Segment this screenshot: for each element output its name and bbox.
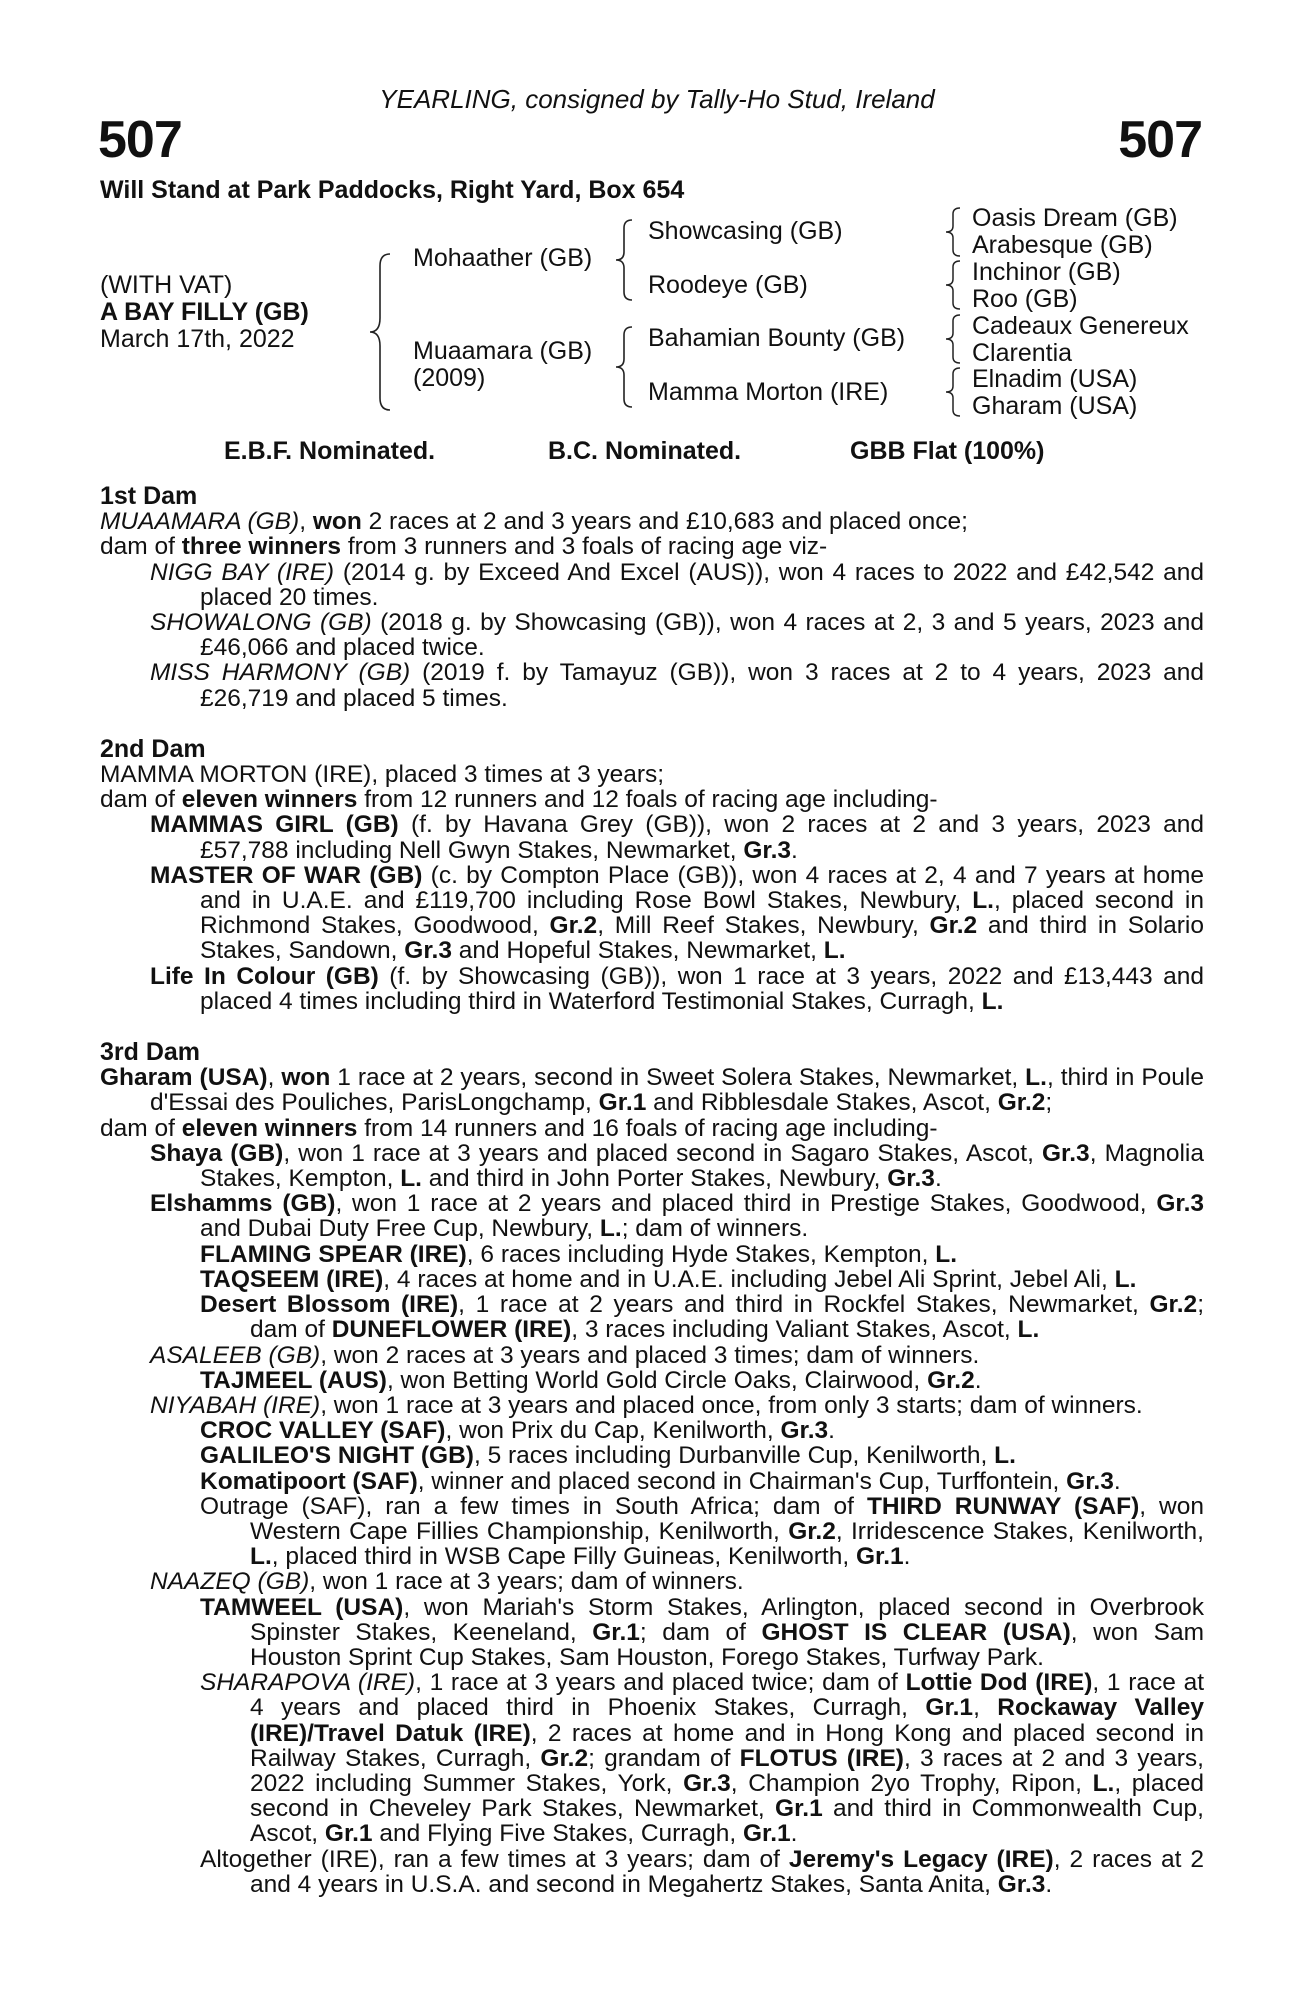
- horse-name: FLOTUS (IRE): [739, 1744, 904, 1772]
- foaling-date: March 17th, 2022: [100, 325, 295, 353]
- produce-entry: [100, 1267, 1204, 1292]
- text: dam of: [100, 1114, 182, 1142]
- lot-number-left: 507: [98, 111, 182, 169]
- consignment-line: YEARLING, consigned by Tally-Ho Stud, Ireland: [379, 84, 935, 114]
- produce-entry: [100, 1847, 1204, 1897]
- lot-name: A BAY FILLY (GB): [100, 298, 309, 326]
- produce-entry: [100, 1569, 1204, 1594]
- grade: Gr.3: [887, 1165, 935, 1193]
- horse-name: Gharam (USA): [100, 1064, 268, 1092]
- text: from 14 runners and 16 foals of racing age including-: [357, 1114, 938, 1142]
- text: and Dubai Duty Free Cup, Newbury,: [200, 1215, 600, 1243]
- grade: Gr.3: [1066, 1467, 1114, 1495]
- text: , won 1 race at 3 years; dam of winners.: [309, 1568, 744, 1596]
- winners-count: eleven winners: [181, 786, 358, 814]
- horse-name: Elshamms (GB): [150, 1190, 336, 1218]
- grade: L.: [994, 1442, 1016, 1470]
- produce-entry: [100, 1242, 1204, 1267]
- grade: Gr.3: [997, 1870, 1046, 1898]
- second-dam-produce-summary: [100, 787, 1204, 812]
- text: ,: [299, 508, 313, 536]
- horse-name: Rockaway Valley (IRE)/Travel Datuk (IRE): [250, 1694, 1204, 1747]
- horse-name: TAQSEEM (IRE): [200, 1265, 384, 1293]
- text: , 2 races at home and in Hong Kong and placed second in Railway Stakes, Curragh,: [250, 1719, 1205, 1772]
- text: and third in Commonwealth Cup, Ascot,: [250, 1795, 1204, 1848]
- text: , 3 races at 2 and 3 years, 2022 including Summer Stakes, York,: [250, 1744, 1204, 1797]
- text: ; dam of winners.: [621, 1215, 809, 1243]
- winners-count: three winners: [181, 533, 342, 561]
- horse-name: MAMMAS GIRL (GB): [150, 811, 399, 839]
- produce-entry: [100, 1141, 1204, 1191]
- grade: Gr.2: [540, 1744, 589, 1772]
- lot-number-right: 507: [1118, 111, 1202, 169]
- produce-entry: [100, 660, 1204, 710]
- first-dam-heading: 1st Dam: [100, 482, 198, 510]
- vat-note: (WITH VAT): [100, 271, 233, 299]
- grade: Gr.1: [742, 1820, 791, 1848]
- horse-name: MASTER OF WAR (GB): [150, 861, 423, 889]
- winners-count: eleven winners: [181, 1114, 358, 1142]
- won-text: won: [312, 508, 362, 536]
- first-dam-produce-summary: [100, 534, 1204, 559]
- gd-brace-2-icon: [944, 259, 964, 311]
- horse-name: SHARAPOVA (IRE): [200, 1669, 416, 1697]
- grade: Gr.1: [925, 1694, 974, 1722]
- grade: L.: [823, 937, 846, 965]
- bc-nomination: B.C. Nominated.: [548, 437, 742, 465]
- text: .: [974, 1366, 982, 1394]
- text: , won Sam Houston Sprint Cup Stakes, Sam Houston, Forego Stakes, Turfway Park.: [250, 1618, 1204, 1671]
- horse-name: DUNEFLOWER (IRE): [331, 1316, 572, 1344]
- produce-entry: [100, 1368, 1204, 1393]
- grade: L.: [250, 1543, 272, 1571]
- grade: Gr.3: [780, 1417, 829, 1445]
- sire-sire-name: Showcasing (GB): [648, 217, 843, 245]
- text: Altogether (IRE), ran a few times at 3 years; dam of: [200, 1845, 789, 1873]
- grade: L.: [1114, 1265, 1137, 1293]
- text: , 1 race at 3 years and placed twice; dam of: [415, 1669, 906, 1697]
- produce-entry: [100, 1292, 1204, 1342]
- gd-brace-1-icon: [944, 206, 964, 258]
- horse-name: TAJMEEL (AUS): [200, 1366, 387, 1394]
- horse-name: Komatipoort (SAF): [200, 1467, 418, 1495]
- stand-location: Will Stand at Park Paddocks, Right Yard, Box 654: [100, 176, 685, 204]
- text: , won 2 races at 3 years and placed 3 times; dam of winners.: [320, 1341, 980, 1369]
- text: (f. by Havana Grey (GB)), won 2 races at 2 and 3 years, 2023 and £57,788 including Nell Gwyn Stakes, Newmarket,: [200, 811, 1205, 864]
- text: , Magnolia Stakes, Kempton,: [200, 1139, 1204, 1193]
- grade: L.: [981, 987, 1004, 1015]
- third-dam-heading: 3rd Dam: [100, 1038, 201, 1067]
- text: , won Mariah's Storm Stakes, Arlington, placed second in Overbrook Spinster Stakes, Keeneland,: [250, 1593, 1204, 1646]
- text: and Flying Five Stakes, Curragh,: [372, 1820, 743, 1848]
- text: , won 1 race at 3 years and placed second in Sagaro Stakes, Ascot,: [283, 1139, 1042, 1167]
- text: , won Prix du Cap, Kenilworth,: [445, 1417, 781, 1445]
- text: , 1 race at 2 years and third in Rockfel Stakes, Newmarket,: [458, 1291, 1150, 1319]
- produce-entry: [100, 1343, 1204, 1368]
- horse-name: ASALEEB (GB): [150, 1341, 321, 1369]
- grandsire-2: Arabesque (GB): [972, 231, 1153, 259]
- horse-name: FLAMING SPEAR (IRE): [200, 1240, 467, 1268]
- third-dam-produce-summary: [100, 1116, 1204, 1141]
- text: (c. by Compton Place (GB)), won 4 races at 2, 4 and 7 years at home and in U.A.E. and £119,700 including Rose Bowl Stakes, Newbury,: [200, 861, 1204, 915]
- horse-name: TAMWEEL (USA): [200, 1593, 404, 1621]
- text: from 12 runners and 12 foals of racing age including-: [357, 786, 938, 814]
- text: , 4 races at home and in U.A.E. including Jebel Ali Sprint, Jebel Ali,: [383, 1265, 1115, 1293]
- grandsire-5: Cadeaux Genereux: [972, 312, 1189, 340]
- text: , won 1 race at 3 years and placed once, from only 3 starts; dam of winners.: [320, 1391, 1143, 1419]
- text: , won 1 race at 2 years and placed third in Prestige Stakes, Goodwood,: [335, 1190, 1157, 1218]
- grade: L.: [599, 1215, 622, 1243]
- text: , third in Poule d'Essai des Pouliches, ParisLongchamp,: [150, 1064, 1204, 1117]
- grade: Gr.3: [404, 937, 452, 965]
- text: (2014 g. by Exceed And Excel (AUS)), won 4 races to 2022 and £42,542 and placed 20 times.: [200, 558, 1204, 611]
- text: , winner and placed second in Chairman's Cup, Turffontein,: [417, 1467, 1067, 1495]
- grade: L.: [1017, 1316, 1040, 1344]
- gd-brace-4-icon: [944, 366, 964, 418]
- horse-name: NIGG BAY (IRE): [150, 558, 335, 586]
- horse-name: SHOWALONG (GB): [150, 609, 372, 637]
- text: , won Western Cape Fillies Championship, Kenilworth,: [250, 1492, 1205, 1545]
- grade: L.: [1025, 1064, 1047, 1092]
- text: ; dam of: [250, 1291, 1204, 1344]
- produce-entry: [100, 812, 1204, 862]
- text: (2018 g. by Showcasing (GB)), won 4 races at 2, 3 and 5 years, 2023 and £46,066 and placed twice.: [200, 609, 1204, 662]
- produce-entry: [100, 1418, 1204, 1443]
- text: .: [903, 1543, 911, 1571]
- text: .: [790, 1820, 798, 1848]
- text: .: [1045, 1870, 1053, 1898]
- text: , placed second in Cheveley Park Stakes, Newmarket,: [250, 1769, 1205, 1823]
- text: , 6 races including Hyde Stakes, Kempton,: [466, 1240, 936, 1268]
- text: and third in Solario Stakes, Sandown,: [200, 912, 1204, 965]
- horse-name: CROC VALLEY (SAF): [200, 1417, 446, 1445]
- won-text: won: [281, 1064, 331, 1092]
- text: (f. by Showcasing (GB)), won 1 race at 3 years, 2022 and £13,443 and placed 4 times including third in Waterford Testimonial Stakes, Curragh,: [200, 962, 1204, 1015]
- grade: Gr.3: [683, 1769, 731, 1797]
- text: .: [791, 836, 798, 864]
- horse-name: Life In Colour (GB): [150, 962, 379, 990]
- text: ; dam of: [639, 1618, 762, 1646]
- third-dam-line: [100, 1065, 1204, 1115]
- grade: Gr.2: [1149, 1291, 1198, 1319]
- horse-name: NAAZEQ (GB): [150, 1568, 310, 1596]
- text: (2019 f. by Tamayuz (GB)), won 3 races at 2 to 4 years, 2023 and £26,719 and placed 5 times.: [200, 659, 1204, 712]
- horse-name: Lottie Dod (IRE): [905, 1669, 1093, 1697]
- text: ;: [1045, 1089, 1053, 1117]
- gd-brace-3-icon: [944, 313, 964, 365]
- grade: Gr.1: [598, 1089, 647, 1117]
- text: , 3 races including Valiant Stakes, Ascot,: [571, 1316, 1018, 1344]
- grade: Gr.3: [743, 836, 792, 864]
- produce-entry: [100, 560, 1204, 610]
- horse-name: NIYABAH (IRE): [150, 1391, 321, 1419]
- main-brace-icon: [368, 252, 398, 412]
- text: .: [1113, 1467, 1121, 1495]
- second-dam-line: MAMMA MORTON (IRE), placed 3 times at 3 years;: [100, 761, 665, 789]
- text: 2 races at 2 and 3 years and £10,683 and placed once;: [361, 508, 968, 536]
- ebf-nomination: E.B.F. Nominated.: [224, 437, 436, 465]
- grade: Gr.1: [775, 1795, 823, 1823]
- horse-name: GALILEO'S NIGHT (GB): [200, 1442, 474, 1470]
- text: and Ribblesdale Stakes, Ascot,: [646, 1089, 998, 1117]
- horse-name: THIRD RUNWAY (SAF): [866, 1492, 1140, 1520]
- sire-dam-name: Roodeye (GB): [648, 271, 808, 299]
- sire-brace-icon: [614, 218, 636, 302]
- text: dam of: [100, 786, 182, 814]
- grandsire-7: Elnadim (USA): [972, 365, 1138, 393]
- text: ,: [973, 1694, 998, 1722]
- produce-entry: [100, 1469, 1204, 1494]
- dam-sire-name: Bahamian Bounty (GB): [648, 324, 906, 352]
- grandsire-1: Oasis Dream (GB): [972, 204, 1178, 232]
- horse-name: Shaya (GB): [150, 1139, 284, 1167]
- text: , Champion 2yo Trophy, Ripon,: [730, 1769, 1093, 1797]
- second-dam-heading: 2nd Dam: [100, 734, 206, 763]
- produce-entry: [100, 863, 1204, 964]
- horse-name: Desert Blossom (IRE): [200, 1291, 459, 1319]
- grade: Gr.3: [1156, 1190, 1205, 1218]
- grade: Gr.2: [927, 1366, 975, 1394]
- horse-name: Jeremy's Legacy (IRE): [788, 1845, 1054, 1873]
- grandsire-3: Inchinor (GB): [972, 258, 1121, 286]
- produce-entry: [100, 1191, 1204, 1241]
- text: , 5 races including Durbanville Cup, Kenilworth,: [473, 1442, 995, 1470]
- dam-dam-name: Mamma Morton (IRE): [648, 378, 889, 406]
- produce-entry: [100, 1670, 1204, 1846]
- produce-entry: [100, 1494, 1204, 1570]
- horse-name: MISS HARMONY (GB): [150, 659, 411, 687]
- grade: L.: [972, 887, 994, 915]
- horse-name: GHOST IS CLEAR (USA): [761, 1618, 1071, 1646]
- text: and Hopeful Stakes, Newmarket,: [451, 937, 824, 965]
- grandsire-6: Clarentia: [972, 339, 1073, 367]
- text: Outrage (SAF), ran a few times in South Africa; dam of: [200, 1492, 867, 1520]
- dam-name: Muaamara (GB): [413, 337, 593, 365]
- produce-entry: [100, 964, 1204, 1014]
- text: dam of: [100, 533, 182, 561]
- text: ,: [267, 1064, 282, 1092]
- grandsire-4: Roo (GB): [972, 285, 1078, 313]
- grade: Gr.2: [549, 912, 598, 940]
- dam-brace-icon: [614, 325, 636, 409]
- text: and third in John Porter Stakes, Newbury,: [421, 1165, 888, 1193]
- grade: Gr.1: [855, 1543, 904, 1571]
- text: , 2 races at 2 and 4 years in U.S.A. and second in Megahertz Stakes, Santa Anita,: [250, 1845, 1204, 1898]
- grade: L.: [1092, 1769, 1115, 1797]
- text: , placed third in WSB Cape Filly Guineas, Kenilworth,: [271, 1543, 856, 1571]
- grade: L.: [400, 1165, 422, 1193]
- grade: Gr.1: [324, 1820, 373, 1848]
- sire-name: Mohaather (GB): [413, 244, 593, 272]
- produce-entry: [100, 1443, 1204, 1468]
- text: from 3 runners and 3 foals of racing age viz-: [341, 533, 828, 561]
- produce-record: [100, 484, 1204, 1897]
- produce-entry: [100, 1595, 1204, 1671]
- dam-name-text: MUAAMARA (GB): [100, 508, 300, 536]
- grade: L.: [935, 1240, 958, 1268]
- text: , placed second in Richmond Stakes, Goodwood,: [200, 887, 1204, 940]
- grandsire-8: Gharam (USA): [972, 392, 1138, 420]
- grade: Gr.3: [1042, 1139, 1090, 1167]
- grade: Gr.2: [788, 1517, 836, 1545]
- text: , 1 race at 4 years and placed third in Phoenix Stakes, Curragh,: [250, 1669, 1205, 1722]
- text: , Mill Reef Stakes, Newbury,: [597, 912, 930, 940]
- grade: Gr.1: [592, 1618, 640, 1646]
- text: , won Betting World Gold Circle Oaks, Clairwood,: [386, 1366, 928, 1394]
- grade: Gr.2: [929, 912, 978, 940]
- produce-entry: [100, 610, 1204, 660]
- dam-year: (2009): [413, 364, 486, 392]
- text: ; grandam of: [588, 1744, 740, 1772]
- grade: Gr.2: [997, 1089, 1046, 1117]
- first-dam-line: [100, 509, 1204, 534]
- text: , Irridescence Stakes, Kenilworth,: [835, 1517, 1204, 1545]
- text: .: [828, 1417, 835, 1445]
- gbb-nomination: GBB Flat (100%): [850, 437, 1045, 465]
- text: 1 race at 2 years, second in Sweet Solera Stakes, Newmarket,: [330, 1064, 1026, 1092]
- produce-entry: [100, 1393, 1204, 1418]
- text: .: [934, 1165, 942, 1193]
